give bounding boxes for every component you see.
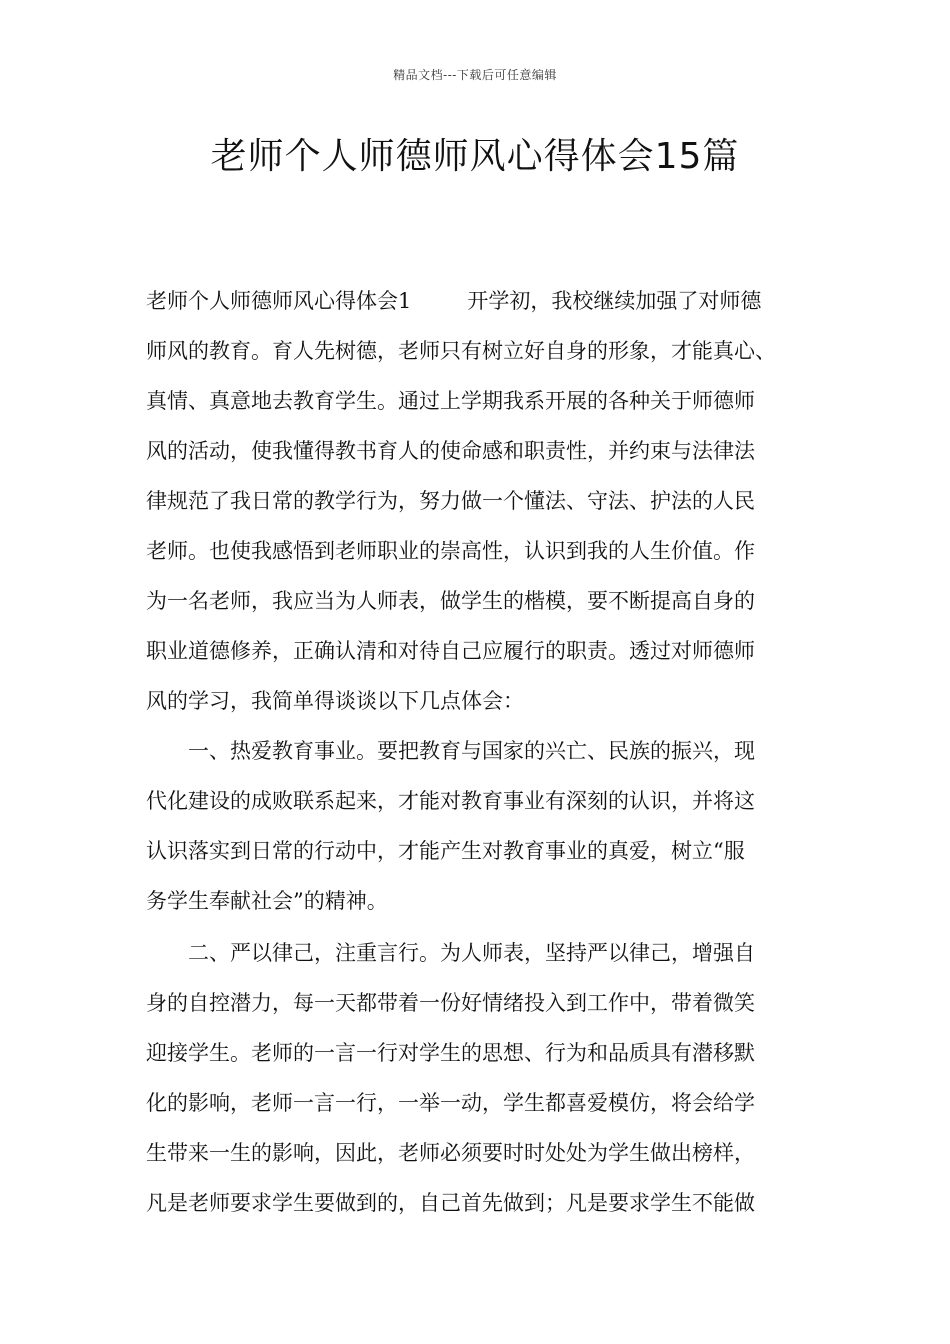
paragraph-line: 师风的教育。育人先树德，老师只有树立好自身的形象，才能真心、 bbox=[146, 339, 776, 363]
paragraph-line: 认识落实到日常的行动中，才能产生对教育事业的真爱，树立“服 bbox=[146, 839, 745, 863]
paragraph-line: 二、严以律己，注重言行。为人师表，坚持严以律己，增强自 bbox=[146, 941, 755, 965]
paragraph-line: 凡是老师要求学生要做到的，自己首先做到；凡是要求学生不能做 bbox=[146, 1191, 755, 1215]
paragraph-line: 律规范了我日常的教学行为，努力做一个懂法、守法、护法的人民 bbox=[146, 489, 755, 513]
body-text bbox=[146, 284, 811, 1236]
paragraph-line: 迎接学生。老师的一言一行对学生的思想、行为和品质具有潜移默 bbox=[146, 1041, 755, 1065]
paragraph-line: 老师。也使我感悟到老师职业的崇高性，认识到我的人生价值。作 bbox=[146, 539, 755, 563]
paragraph-line: 风的活动，使我懂得教书育人的使命感和职责性，并约束与法律法 bbox=[146, 439, 755, 463]
paragraph-line: 风的学习，我简单得谈谈以下几点体会： bbox=[146, 689, 524, 713]
paragraph-line bbox=[146, 284, 811, 334]
paragraph-line: 为一名老师，我应当为人师表，做学生的楷模，要不断提高自身的 bbox=[146, 589, 755, 613]
paragraph-line: 化的影响，老师一言一行，一举一动，学生都喜爱模仿，将会给学 bbox=[146, 1091, 755, 1115]
paragraph-line: 代化建设的成败联系起来，才能对教育事业有深刻的认识，并将这 bbox=[146, 789, 755, 813]
paragraph-line: 真情、真意地去教育学生。通过上学期我系开展的各种关于师德师 bbox=[146, 389, 755, 413]
paragraph-line: 务学生奉献社会”的精神。 bbox=[146, 889, 388, 913]
paragraph-line: 职业道德修养，正确认清和对待自己应履行的职责。透过对师德师 bbox=[146, 639, 755, 663]
section-label: 老师个人师德师风心得体会1 bbox=[146, 289, 412, 313]
paragraph-line: 身的自控潜力，每一天都带着一份好情绪投入到工作中，带着微笑 bbox=[146, 991, 755, 1015]
line-text: 开学初，我校继续加强了对师德 bbox=[467, 289, 762, 313]
header-note: 精品文档---下载后可任意编辑 bbox=[393, 68, 557, 82]
paragraph-line: 一、热爱教育事业。要把教育与国家的兴亡、民族的振兴，现 bbox=[146, 739, 755, 763]
document-title: 老师个人师德师风心得体会15篇 bbox=[210, 136, 740, 177]
paragraph-line: 生带来一生的影响，因此，老师必须要时时处处为学生做出榜样， bbox=[146, 1141, 755, 1165]
